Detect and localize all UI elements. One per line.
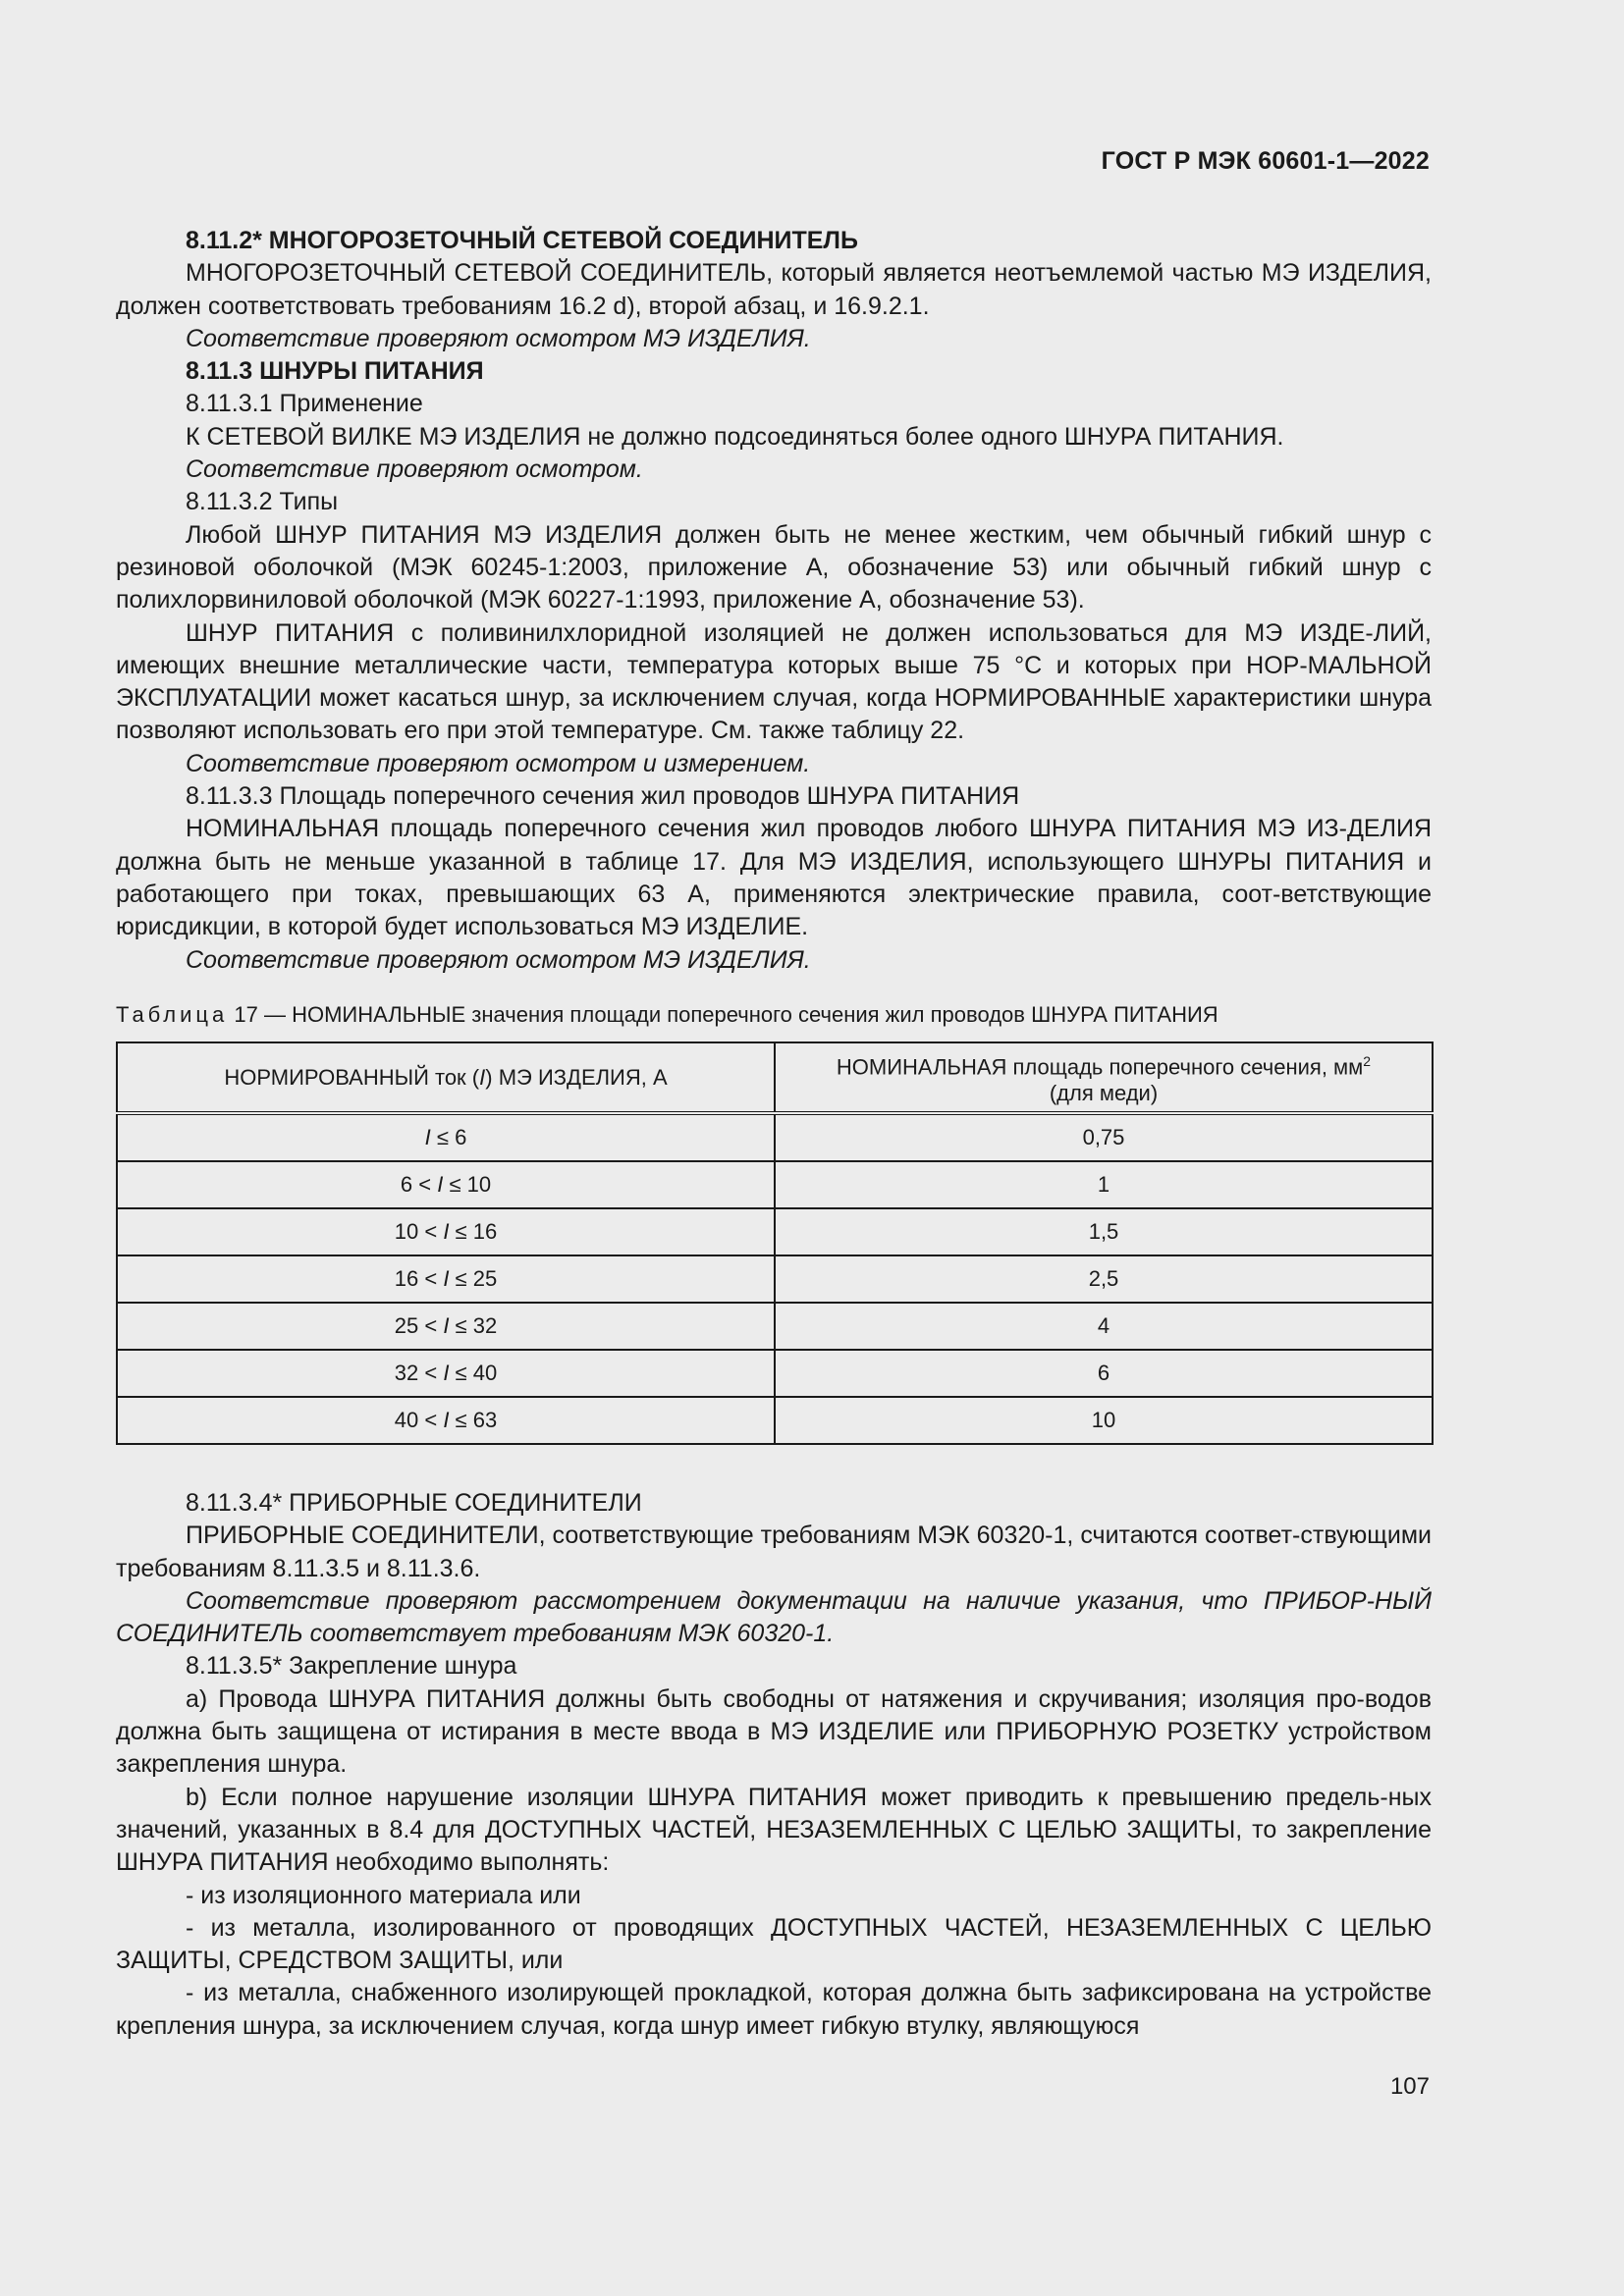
table-row bbox=[117, 1303, 1433, 1350]
table-row bbox=[117, 1255, 1433, 1303]
table-caption bbox=[116, 1001, 1218, 1029]
table-row bbox=[117, 1161, 1433, 1208]
current-range-cell: 6 < I ≤ 10 bbox=[117, 1161, 775, 1208]
area-value-cell: 0,75 bbox=[775, 1113, 1433, 1161]
heading-8-11-3: 8.11.3 ШНУРЫ ПИТАНИЯ bbox=[186, 357, 484, 386]
current-range-cell: I ≤ 6 bbox=[117, 1113, 775, 1161]
paragraph: НОМИНАЛЬНАЯ площадь поперечного сечения жил проводов любого ШНУРА ПИТАНИЯ МЭ ИЗ-ДЕЛИЯ должна быть не меньше указанной в таблице 17. Для МЭ ИЗДЕЛИЯ, использующего ШНУРЫ ПИТАНИЯ и работающего при токах, превышающих 63 А, применяются электрические правила, соот-ветствующие юрисдикции, в которой будет использоваться МЭ ИЗДЕЛИЕ. bbox=[116, 815, 1432, 941]
heading-8-11-2: 8.11.2* МНОГОРОЗЕТОЧНЫЙ СЕТЕВОЙ СОЕДИНИТЕЛЬ bbox=[186, 227, 858, 254]
compliance-note: Соответствие проверяют осмотром МЭ ИЗДЕЛИЯ. bbox=[186, 324, 811, 352]
column-header-current: НОРМИРОВАННЫЙ ток (I) МЭ ИЗДЕЛИЯ, А bbox=[117, 1042, 775, 1113]
compliance-note: Соответствие проверяют осмотром МЭ ИЗДЕЛИЯ. bbox=[186, 945, 811, 974]
subheading-8-11-3-4: 8.11.3.4* ПРИБОРНЫЕ СОЕДИНИТЕЛИ bbox=[186, 1489, 642, 1517]
area-value-cell: 10 bbox=[775, 1397, 1433, 1444]
section-8-11-3-4 bbox=[116, 1487, 1432, 2043]
subheading-8-11-3-2: 8.11.3.2 Типы bbox=[186, 488, 339, 516]
subheading-8-11-3-3: 8.11.3.3 Площадь поперечного сечения жил проводов ШНУРА ПИТАНИЯ bbox=[186, 782, 1020, 811]
area-value-cell: 4 bbox=[775, 1303, 1433, 1350]
table-row bbox=[117, 1397, 1433, 1444]
page-number: 107 bbox=[1389, 2073, 1430, 2100]
paragraph: МНОГОРОЗЕТОЧНЫЙ СЕТЕВОЙ СОЕДИНИТЕЛЬ, который является неотъемлемой частью МЭ ИЗДЕЛИЯ, должен соответствовать требованиям 16.2 d), второй абзац, и 16.9.2.1. bbox=[116, 259, 1432, 320]
subheading-8-11-3-1: 8.11.3.1 Применение bbox=[186, 390, 423, 418]
table-caption-text: 17 — НОМИНАЛЬНЫЕ значения площади поперечного сечения жил проводов ШНУРА ПИТАНИЯ bbox=[228, 1002, 1218, 1027]
current-range-cell: 10 < I ≤ 16 bbox=[117, 1208, 775, 1255]
section-8-11-2 bbox=[116, 225, 1432, 977]
dash-item: - из изоляционного материала или bbox=[186, 1881, 581, 1909]
paragraph: Любой ШНУР ПИТАНИЯ МЭ ИЗДЕЛИЯ должен быть не менее жестким, чем обычный гибкий шнур с резиновой оболочкой (МЭК 60245-1:2003, приложение А, обозначение 53) или обычный гибкий шнур с полихлорвиниловой оболочкой (МЭК 60227-1:1993, приложение А, обозначение 53). bbox=[116, 520, 1432, 614]
compliance-note: Соответствие проверяют осмотром. bbox=[186, 455, 643, 484]
subheading-8-11-3-5: 8.11.3.5* Закрепление шнура bbox=[186, 1652, 517, 1681]
paragraph: ПРИБОРНЫЕ СОЕДИНИТЕЛИ, соответствующие требованиям МЭК 60320-1, считаются соответ-ствующими требованиям 8.11.3.5 и 8.11.3.6. bbox=[116, 1522, 1432, 1582]
list-item-b: b) Если полное нарушение изоляции ШНУРА ПИТАНИЯ может приводить к превышению предель-ных значений, указанных в 8.4 для ДОСТУПНЫХ ЧАСТЕЙ, НЕЗАЗЕМЛЕННЫХ С ЦЕЛЬЮ ЗАЩИТЫ, то закрепление ШНУРА ПИТАНИЯ необходимо выполнять: bbox=[116, 1783, 1432, 1877]
table-row bbox=[117, 1113, 1433, 1161]
area-value-cell: 1 bbox=[775, 1161, 1433, 1208]
current-range-cell: 32 < I ≤ 40 bbox=[117, 1350, 775, 1397]
current-range-cell: 16 < I ≤ 25 bbox=[117, 1255, 775, 1303]
cross-section-table bbox=[116, 1041, 1434, 1445]
area-value-cell: 1,5 bbox=[775, 1208, 1433, 1255]
compliance-note: Соответствие проверяют рассмотрением документации на наличие указания, что ПРИБОР-НЫЙ СОЕДИНИТЕЛЬ соответствует требованиям МЭК 60320-1. bbox=[116, 1586, 1432, 1648]
current-range-cell: 25 < I ≤ 32 bbox=[117, 1303, 775, 1350]
column-header-area: НОМИНАЛЬНАЯ площадь поперечного сечения, $мм^2$ (для меди) bbox=[775, 1042, 1433, 1113]
compliance-note: Соответствие проверяют осмотром и измерением. bbox=[186, 749, 811, 777]
paragraph: К СЕТЕВОЙ ВИЛКЕ МЭ ИЗДЕЛИЯ не должно подсоединяться более одного ШНУРА ПИТАНИЯ. bbox=[186, 422, 1284, 451]
dash-item: - из металла, снабженного изолирующей прокладкой, которая должна быть зафиксирована на устройстве крепления шнура, за исключением случая, когда шнур имеет гибкую втулку, являющуюся bbox=[116, 1979, 1432, 2040]
dash-item: - из металла, изолированного от проводящих ДОСТУПНЫХ ЧАСТЕЙ, НЕЗАЗЕМЛЕННЫХ С ЦЕЛЬЮ ЗАЩИТЫ, СРЕДСТВОМ ЗАЩИТЫ, или bbox=[116, 1913, 1432, 1975]
table-header-row bbox=[117, 1042, 1433, 1113]
area-value-cell: 6 bbox=[775, 1350, 1433, 1397]
paragraph: ШНУР ПИТАНИЯ с поливинилхлоридной изоляцией не должен использоваться для МЭ ИЗДЕ-ЛИЙ, имеющих внешние металлические части, температура которых выше 75 °С и которых при НОР-МАЛЬНОЙ ЭКСПЛУАТАЦИИ может касаться шнур, за исключением случая, когда НОРМИРОВАННЫЕ характеристики шнура позволяют использовать его при этой температуре. См. также таблицу 22. bbox=[116, 618, 1432, 745]
document-code: ГОСТ Р МЭК 60601-1—2022 bbox=[1101, 147, 1430, 175]
area-value-cell: 2,5 bbox=[775, 1255, 1433, 1303]
list-item-a: a) Провода ШНУРА ПИТАНИЯ должны быть свободны от натяжения и скручивания; изоляция про-водов должна быть защищена от истирания в месте ввода в МЭ ИЗДЕЛИЕ или ПРИБОРНУЮ РОЗЕТКУ устройством закрепления шнура. bbox=[116, 1684, 1432, 1779]
table-caption-word: Таблица bbox=[116, 1002, 229, 1027]
current-range-cell: 40 < I ≤ 63 bbox=[117, 1397, 775, 1444]
table-row bbox=[117, 1208, 1433, 1255]
table-row bbox=[117, 1350, 1433, 1397]
